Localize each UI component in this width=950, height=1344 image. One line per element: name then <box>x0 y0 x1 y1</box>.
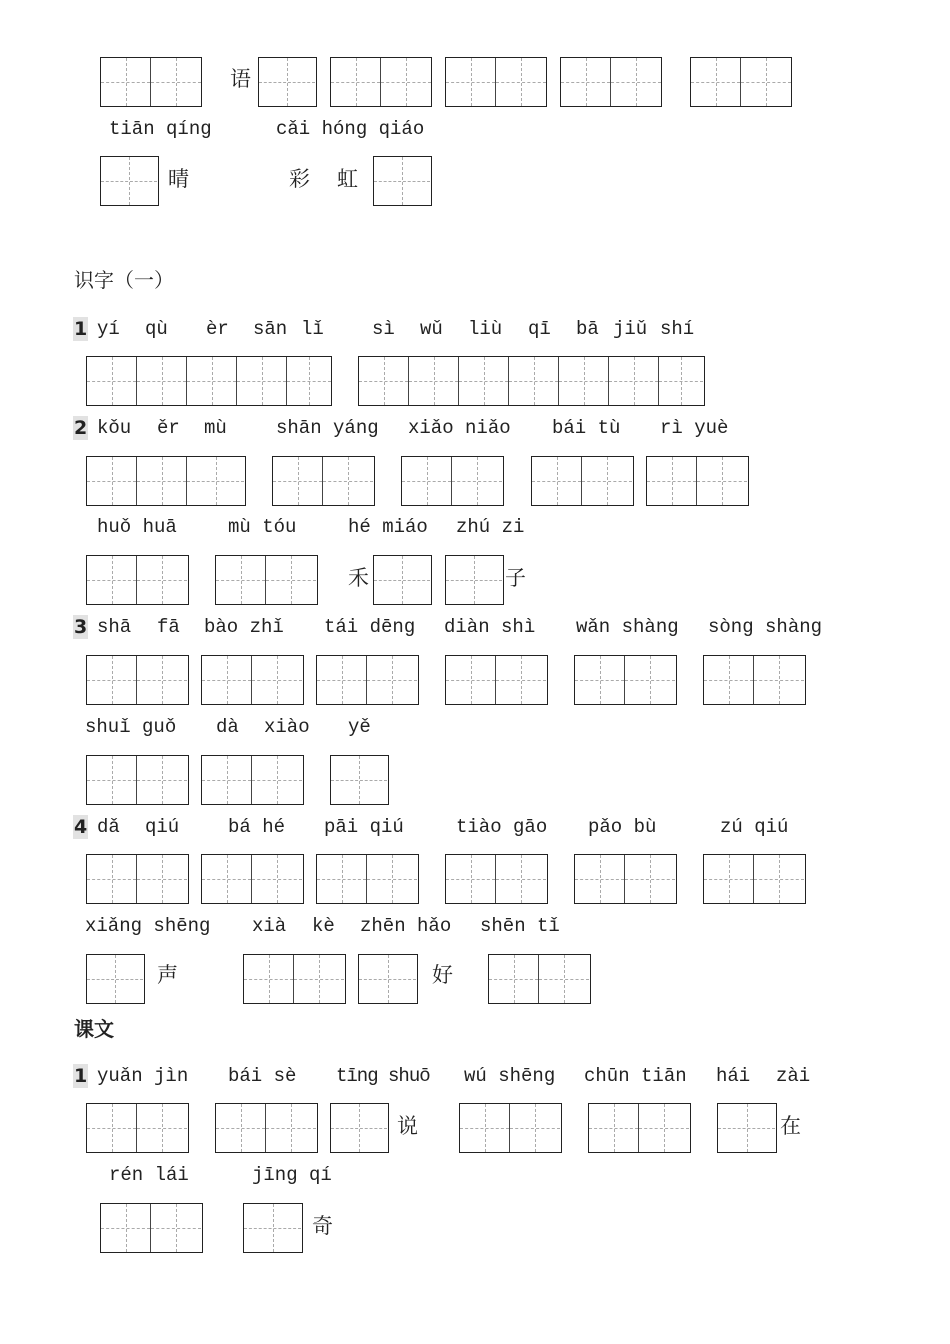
writing-grid[interactable] <box>574 854 677 904</box>
writing-grid[interactable] <box>690 57 792 107</box>
writing-grid[interactable] <box>100 57 202 107</box>
exercise-number: 3 <box>74 616 88 638</box>
writing-grid[interactable] <box>86 1103 189 1153</box>
pinyin: dǎ <box>97 816 120 838</box>
pinyin: jiǔ <box>613 318 648 340</box>
pinyin: zú qiú <box>720 816 789 838</box>
pinyin: pǎo bù <box>588 816 657 838</box>
pinyin: shí <box>660 318 695 340</box>
pinyin: tiào gāo <box>456 816 548 838</box>
given-char: 声 <box>157 963 178 987</box>
exercise-number: 1 <box>74 318 88 340</box>
pinyin: qiú <box>145 816 180 838</box>
writing-grid[interactable] <box>703 655 806 705</box>
pinyin: cǎi hóng qiáo <box>276 118 425 140</box>
writing-grid[interactable] <box>316 655 419 705</box>
pinyin: xiǎng shēng <box>85 915 211 937</box>
pinyin: tīng shuō <box>336 1065 430 1087</box>
writing-grid[interactable] <box>86 755 189 805</box>
writing-grid[interactable] <box>330 57 432 107</box>
exercise-number: 2 <box>74 417 88 439</box>
writing-grid[interactable] <box>201 655 304 705</box>
writing-grid[interactable] <box>358 954 418 1004</box>
writing-grid[interactable] <box>272 456 375 506</box>
writing-grid[interactable] <box>258 57 317 107</box>
pinyin: bái sè <box>228 1065 297 1087</box>
writing-grid[interactable] <box>531 456 634 506</box>
pinyin: kǒu <box>97 417 132 439</box>
pinyin: yuǎn jìn <box>97 1065 189 1087</box>
pinyin: pāi qiú <box>324 816 404 838</box>
pinyin: yě <box>348 716 371 738</box>
writing-grid[interactable] <box>86 655 189 705</box>
pinyin: rì yuè <box>660 417 729 439</box>
pinyin: wú shēng <box>464 1065 556 1087</box>
pinyin: mù tóu <box>228 516 297 538</box>
pinyin: qù <box>145 318 168 340</box>
pinyin: xiào <box>264 716 310 738</box>
pinyin: sòng shàng <box>708 616 823 638</box>
writing-grid[interactable] <box>560 57 662 107</box>
pinyin: shān yáng <box>276 417 379 439</box>
writing-grid[interactable] <box>330 755 389 805</box>
given-char: 彩 <box>289 167 310 191</box>
pinyin: bái tù <box>552 417 621 439</box>
writing-grid[interactable] <box>574 655 677 705</box>
pinyin: sì <box>372 318 395 340</box>
pinyin: diàn shì <box>444 616 536 638</box>
writing-grid[interactable] <box>373 555 432 605</box>
writing-grid[interactable] <box>243 954 346 1004</box>
pinyin: fā <box>157 616 180 638</box>
pinyin: zài <box>776 1065 811 1087</box>
writing-grid[interactable] <box>401 456 504 506</box>
writing-grid[interactable] <box>201 854 304 904</box>
writing-grid[interactable] <box>215 555 318 605</box>
exercise-number: 1 <box>74 1065 88 1087</box>
pinyin: jīng qí <box>252 1164 332 1186</box>
writing-grid[interactable] <box>330 1103 389 1153</box>
writing-grid[interactable] <box>646 456 749 506</box>
writing-grid[interactable] <box>86 356 332 406</box>
pinyin: bào zhǐ <box>204 616 284 638</box>
pinyin: shēn tǐ <box>480 915 560 937</box>
writing-grid[interactable] <box>243 1203 303 1253</box>
pinyin: xiǎo niǎo <box>408 417 511 439</box>
writing-grid[interactable] <box>100 156 159 206</box>
pinyin: qī <box>528 318 551 340</box>
writing-grid[interactable] <box>445 555 504 605</box>
pinyin: huǒ huā <box>97 516 177 538</box>
pinyin: èr <box>206 318 229 340</box>
pinyin: dà <box>216 716 239 738</box>
pinyin: zhēn hǎo <box>360 915 452 937</box>
pinyin: kè <box>312 915 335 937</box>
writing-grid[interactable] <box>86 954 145 1004</box>
writing-grid[interactable] <box>86 854 189 904</box>
given-char: 子 <box>505 566 526 590</box>
writing-grid[interactable] <box>358 356 705 406</box>
writing-grid[interactable] <box>445 854 548 904</box>
pinyin: chūn tiān <box>584 1065 687 1087</box>
writing-grid[interactable] <box>201 755 304 805</box>
writing-grid[interactable] <box>459 1103 562 1153</box>
given-char: 语 <box>230 67 251 91</box>
writing-grid[interactable] <box>717 1103 777 1153</box>
given-char: 虹 <box>337 167 358 191</box>
pinyin: hé miáo <box>348 516 428 538</box>
writing-grid[interactable] <box>215 1103 318 1153</box>
pinyin: hái <box>716 1065 751 1087</box>
pinyin: bá hé <box>228 816 286 838</box>
given-char: 晴 <box>168 167 189 191</box>
pinyin: lǐ <box>301 318 324 340</box>
pinyin: yí <box>97 318 120 340</box>
writing-grid[interactable] <box>445 57 547 107</box>
exercise-number: 4 <box>74 816 88 838</box>
writing-grid[interactable] <box>703 854 806 904</box>
pinyin: ěr <box>157 417 180 439</box>
given-char: 好 <box>432 963 453 987</box>
pinyin: wǎn shàng <box>576 616 679 638</box>
pinyin: zhú zi <box>456 516 525 538</box>
writing-grid[interactable] <box>316 854 419 904</box>
pinyin: shuǐ guǒ <box>85 716 177 738</box>
given-char: 禾 <box>348 566 369 590</box>
pinyin: tái dēng <box>324 616 416 638</box>
writing-grid[interactable] <box>86 555 189 605</box>
pinyin: bā <box>576 318 599 340</box>
pinyin: sān <box>253 318 288 340</box>
pinyin: tiān qíng <box>109 118 212 140</box>
writing-grid[interactable] <box>373 156 432 206</box>
pinyin: wǔ <box>420 318 443 340</box>
given-char: 奇 <box>312 1214 333 1238</box>
pinyin: liù <box>468 318 503 340</box>
writing-grid[interactable] <box>588 1103 691 1153</box>
pinyin: rén lái <box>109 1164 189 1186</box>
given-char: 在 <box>780 1114 801 1138</box>
writing-grid[interactable] <box>100 1203 203 1253</box>
writing-grid[interactable] <box>488 954 591 1004</box>
section-title: 识字（一） <box>74 268 174 292</box>
section-title: 课文 <box>74 1017 114 1041</box>
writing-grid[interactable] <box>445 655 548 705</box>
pinyin: shā <box>97 616 132 638</box>
pinyin: mù <box>204 417 227 439</box>
writing-grid[interactable] <box>86 456 246 506</box>
given-char: 说 <box>397 1114 418 1138</box>
pinyin: xià <box>252 915 287 937</box>
